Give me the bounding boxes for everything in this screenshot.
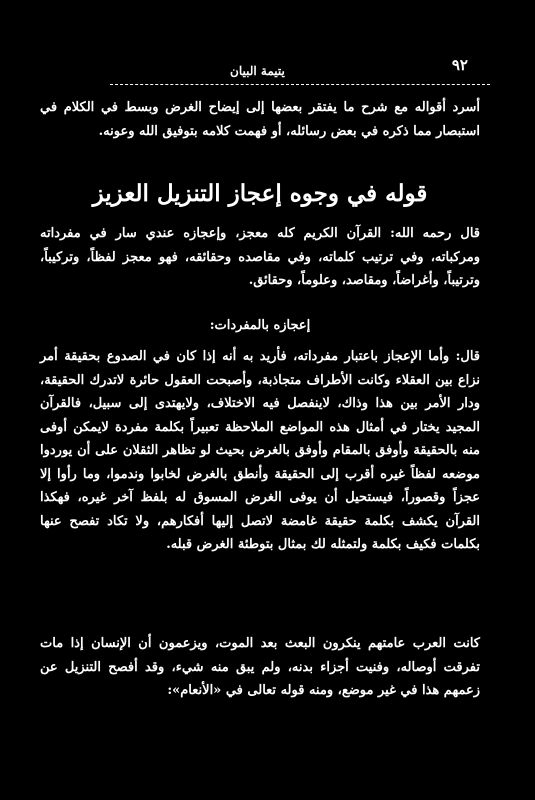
page-header (40, 56, 480, 86)
chapter-heading: قوله في وجوه إعجاز التنزيل العزيز (92, 180, 428, 207)
running-title: يتيمة البيان (230, 64, 285, 78)
page-number: ٩٢ (451, 56, 468, 74)
section-heading: إعجازه بالمفردات: (209, 318, 311, 333)
intro-paragraph: أسرد أقواله مع شرح ما يفتقر بعضها إلى إيضاح الغرض وبسط في الكلام في استبصار مما ذكره في بعض رسائله، أو فهمت كلامه بتوفيق الله وعونه. (40, 100, 480, 139)
closing-paragraph: كانت العرب عامتهم ينكرون البعث بعد الموت، ويزعمون أن الإنسان إذا مات تفرقت أوصاله، وفنيت أجزاء بدنه، ولم يبق منه شيء، وقد أفصح التنزيل عن زعمهم هذا في غير موضع، ومنه قوله تعالى في «الأنعام»: (40, 636, 480, 698)
header-rule (110, 84, 490, 85)
section-paragraph: قال: وأما الإعجاز باعتبار مفرداته، فأريد به أنه إذا كان في الصدوع بحقيقة أمر نزاع بين العقلاء وكانت الأطراف متجاذبة، وأصبحت العقول حائرة لاتدرك الحقيقة، ودار الأمر بين هذا وذاك، لاينفصل فيه الاختلاف، ولايهتدى إلى سبيل، فالقرآن المجيد يختار في أمثال هذه المواضع الملاحظة تعبيراً بكلمة مفردة لايمكن أوفى منه بالحقيقة وأوفق بالمقام وأوفق بالغرض بحيث لو تظاهر الثقلان على أن يوردوا موضعه لفظاً غيره أقرب إلى الحقيقة وأنطق بالغرض لخابوا وندموا، وما رأوا إلا عجزاً وقصوراً، فيستحيل أن يوفى الغرض المسوق له بلفظ آخر غيره، فهكذا القرآن يكشف بكلمة حقيقة غامضة لاتصل إليها أفكارهم، ولا تكاد تفصح عنها بكلمات فكيف بكلمة ولتمثله لك بمثال بتوطئة الغرض قبله. (40, 349, 480, 552)
chapter-paragraph: قال رحمه الله: القرآن الكريم كله معجز، وإعجازه عندي سار في مفرداته ومركباته، وفي ترتيب كلماته، وفي مقاصده وحقائقه، فهو معجز لفظاً، وتركيباً، وترتيباً، وأغراضاً، ومقاصد، وعلوماً، وحقائق. (40, 226, 480, 288)
